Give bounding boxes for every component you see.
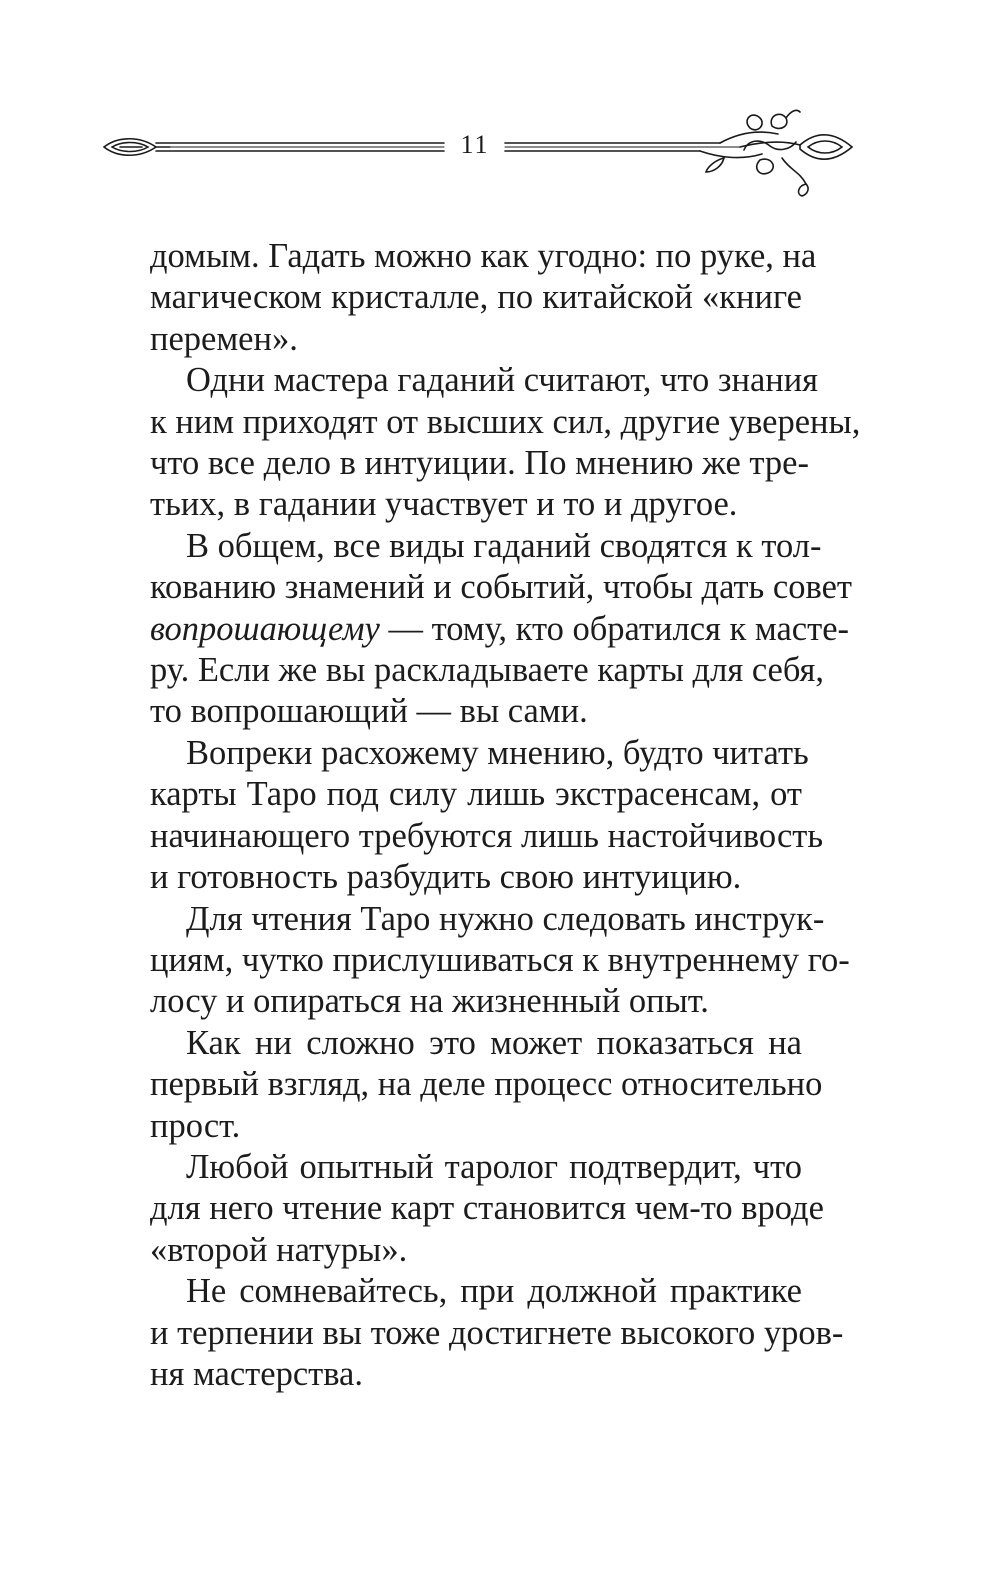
text-line: Для чтения Таро нужно следовать инструк-	[186, 899, 825, 938]
paragraph	[150, 733, 824, 899]
text-line: карты Таро под силу лишь экстрасенсам, от	[150, 775, 802, 814]
paragraph	[150, 899, 850, 1023]
text-line: кованию знамений и событий, чтобы дать совет	[150, 568, 852, 607]
text-line: В общем, все виды гаданий сводятся к тол-	[186, 526, 822, 565]
text-line: перемен».	[150, 319, 298, 358]
page-header	[0, 0, 1000, 230]
paragraph	[150, 526, 852, 733]
text-line: к ним приходят от высших сил, другие уверены,	[150, 402, 861, 441]
text-line: Как ни сложно это может показаться на	[186, 1023, 802, 1062]
text-line: и готовность разбудить свою интуицию.	[150, 858, 742, 897]
paragraph	[150, 236, 817, 360]
text-line: лосу и опираться на жизненный опыт.	[150, 982, 709, 1021]
text-line: и терпении вы тоже достигнете высокого уров-	[150, 1313, 844, 1352]
text-line: Не сомневайтесь, при должной практике	[186, 1272, 802, 1311]
text-line: что все дело в интуиции. По мнению же тре-	[150, 444, 809, 483]
page-number: 11	[460, 130, 490, 159]
italic-term: вопрошающему	[150, 609, 380, 648]
text-line: Вопреки расхожему мнению, будто читать	[186, 733, 809, 772]
body-text	[150, 236, 861, 1395]
paragraph	[150, 360, 861, 526]
text-fragment: — тому, кто обратился к масте-	[379, 609, 849, 648]
text-line: прост.	[150, 1106, 241, 1145]
text-line: начинающего требуются лишь настойчивость	[150, 816, 824, 855]
text-line: магическом кристалле, по китайской «книге	[150, 278, 802, 317]
text-line: тьих, в гадании участвует и то и другое.	[150, 485, 738, 524]
text-line: ня мастерства.	[150, 1354, 363, 1393]
paragraph	[150, 1023, 823, 1147]
text-line: первый взгляд, на деле процесс относительно	[150, 1065, 823, 1104]
text-line: «второй натуры».	[150, 1230, 408, 1269]
text-line: циям, чутко прислушиваться к внутреннему го-	[150, 940, 850, 979]
text-line-italic-term	[150, 609, 849, 650]
ornament-icon	[0, 0, 1000, 230]
text-line: Любой опытный таролог подтвердит, что	[186, 1147, 802, 1186]
text-line: ру. Если же вы раскладываете карты для себя,	[150, 651, 825, 690]
text-line: для него чтение карт становится чем-то вроде	[150, 1189, 824, 1228]
text-line: домым. Гадать можно как угодно: по руке, на	[150, 237, 817, 275]
paragraph	[150, 1271, 844, 1395]
text-line: Одни мастера гаданий считают, что знания	[186, 361, 819, 400]
paragraph	[150, 1147, 824, 1271]
text-line: то вопрошающий — вы сами.	[150, 692, 588, 731]
